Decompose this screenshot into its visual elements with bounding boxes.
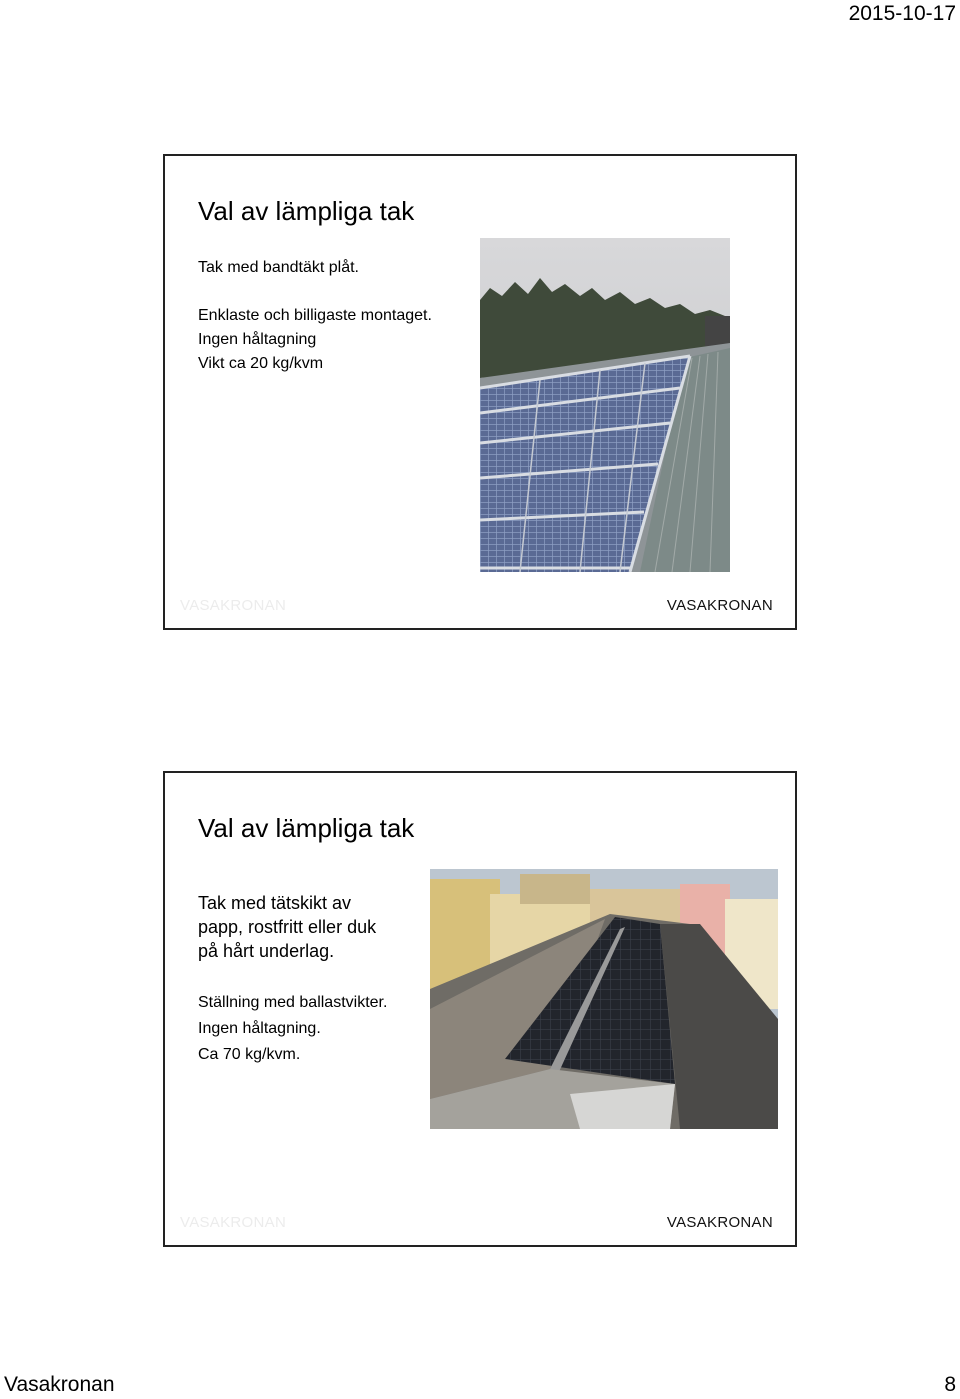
logo-watermark: VASAKRONAN <box>180 597 287 614</box>
solar-panels-flat-roof-photo <box>430 869 778 1129</box>
slide-text-line: Enklaste och billigaste montaget. <box>198 307 432 324</box>
header-date: 2015-10-17 <box>848 2 956 25</box>
slide-title: Val av lämpliga tak <box>198 813 415 843</box>
slide-text-line: Ställning med ballastvikter. <box>198 994 388 1011</box>
footer-company: Vasakronan <box>4 1373 115 1396</box>
slide-text-line: Ca 70 kg/kvm. <box>198 1046 301 1063</box>
slide-text-line: Vikt ca 20 kg/kvm <box>198 355 324 372</box>
page-number: 8 <box>944 1373 956 1396</box>
vasakronan-logo: VASAKRONAN <box>666 1214 773 1231</box>
slide-text-line: på hårt underlag. <box>198 941 335 961</box>
slide-title: Val av lämpliga tak <box>198 196 415 226</box>
slide-1 <box>163 154 797 630</box>
slide-text-line: Ingen håltagning. <box>198 1020 321 1037</box>
solar-panels-metal-roof-photo <box>480 238 730 572</box>
slide-text-line: Ingen håltagning <box>198 331 317 348</box>
logo-watermark: VASAKRONAN <box>180 1214 287 1231</box>
vasakronan-logo: VASAKRONAN <box>666 597 773 614</box>
slide-2 <box>163 771 797 1247</box>
slide-text-line: papp, rostfritt eller duk <box>198 917 377 937</box>
slide-text-line: Tak med bandtäkt plåt. <box>198 259 359 276</box>
slide-text-line: Tak med tätskikt av <box>198 893 352 913</box>
